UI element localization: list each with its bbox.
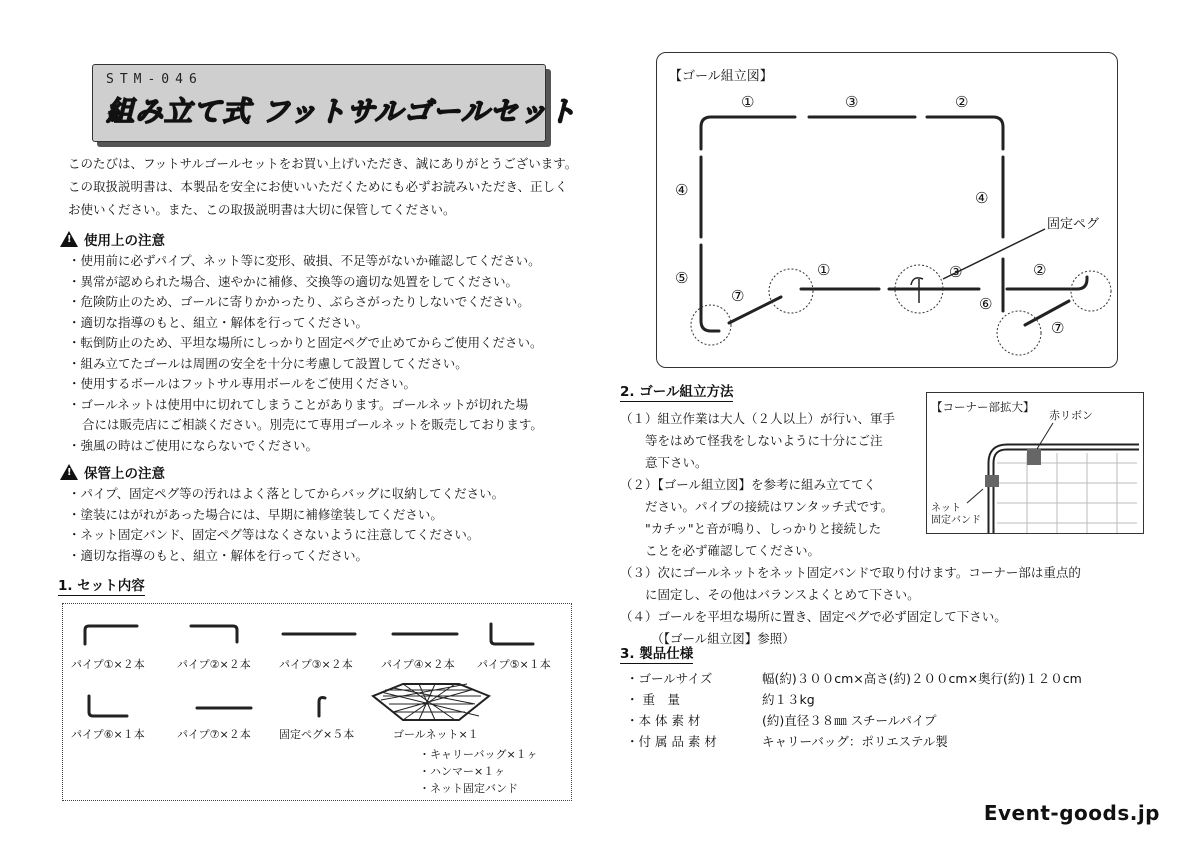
step-line: （１）組立作業は大人（２人以上）が行い、軍手 <box>620 411 896 426</box>
warning-icon <box>60 231 78 247</box>
usage-item: ・ 組み立てたゴールは周囲の安全を十分に考慮して設置してください。 <box>68 354 590 375</box>
diagram-label: ③ <box>949 263 963 281</box>
diagram-svg <box>657 53 1117 367</box>
part-label: パイプ③×２本 <box>279 658 353 671</box>
step-line: に固定し、その他はバランスよくとめて下さい。 <box>620 587 920 602</box>
band-label: ネット 固定バンド <box>931 503 981 526</box>
net-band-mark <box>985 475 999 487</box>
step-line: ださい。パイプの接続はワンタッチ式です。 <box>620 499 894 514</box>
usage-item-cont: 合には販売店にご相談ください。別売にて専用ゴールネットを販売しております。 <box>82 417 543 432</box>
usage-section <box>60 229 590 456</box>
diagram-label: ⑤ <box>675 269 689 287</box>
set-heading-wrap <box>58 574 145 596</box>
diagram-label: ⑦ <box>1051 319 1065 337</box>
diagram-label: ① <box>817 261 831 279</box>
part-label: パイプ⑥×１本 <box>71 728 145 741</box>
intro-line: この取扱説明書は、本製品を安全にお使いいただくためにも必ずお読みいただき、正しく <box>68 179 568 194</box>
diagram-pipe2 <box>927 117 1003 149</box>
extra-item: ・キャリーバッグ×１ヶ <box>419 748 538 761</box>
part-label: パイプ⑤×１本 <box>477 658 551 671</box>
spec-value: (約)直径３８㎜ スチールパイプ <box>762 713 937 728</box>
diagram-label: ② <box>955 93 969 111</box>
spec-value: キャリーバッグ：ポリエステル製 <box>762 734 948 749</box>
usage-item: ・ ゴールネットは使用中に切れてしまうことがあります。ゴールネットが切れた場 <box>68 395 590 416</box>
model-number: STM-046 <box>106 72 203 87</box>
assembly-diagram <box>656 52 1118 368</box>
diagram-pipe5 <box>701 245 719 331</box>
extras-list <box>419 746 538 797</box>
storage-item: ・ 塗装にはがれがあった場合には、早期に補修塗装してください。 <box>68 505 590 526</box>
step-line: 等をはめて怪我をしないように十分にご注 <box>620 433 883 448</box>
peg-shape <box>319 698 325 717</box>
step-line: "カチッ"と音が鳴り、しっかりと接続した <box>620 521 882 536</box>
part-label: パイプ②×２本 <box>177 658 251 671</box>
step-line: （２）【ゴール組立図】を参考に組み立ててく <box>620 477 877 492</box>
usage-item: ・ 転倒防止のため、平坦な場所にしっかりと固定ペグで止めてからご使用ください。 <box>68 333 590 354</box>
storage-item: ・ パイプ、固定ペグ等の汚れはよく落としてからバッグに収納してください。 <box>68 484 590 505</box>
spec-table <box>626 668 1082 752</box>
usage-item: ・ 適切な指導のもと、組立・解体を行ってください。 <box>68 313 590 334</box>
usage-item: ・ 使用前に必ずパイプ、ネット等に変形、破損、不足等がないか確認してください。 <box>68 251 590 272</box>
storage-section <box>60 462 590 566</box>
spec-heading: 3. 製品仕様 <box>620 642 693 664</box>
step-line: ことを必ず確認してください。 <box>620 543 821 558</box>
usage-item: ・ 使用するボールはフットサル専用ボールをご使用ください。 <box>68 374 590 395</box>
brand-logo: Event-goods.jp <box>983 801 1160 825</box>
extra-item: ・ネット固定バンド <box>419 782 518 795</box>
spec-value: 幅(約)３００cm×高さ(約)２００cm×奥行(約)１２０cm <box>762 671 1082 686</box>
corner-title: 【コーナー部拡大】 <box>931 400 1035 414</box>
intro-line: お使いください。また、この取扱説明書は大切に保管してください。 <box>68 202 456 217</box>
spec-value: 約１３kg <box>762 692 815 707</box>
part-label: パイプ⑦×２本 <box>177 728 251 741</box>
usage-item: ・ 強風の時はご使用にならないでください。 <box>68 436 590 457</box>
intro-line: このたびは、フットサルゴールセットをお買い上げいただき、誠にありがとうございます。 <box>68 156 578 171</box>
ribbon-label: 赤リボン <box>1049 409 1093 422</box>
pipe2-shape <box>191 626 237 642</box>
step-line: 意下さい。 <box>620 455 708 470</box>
diagram-label: ④ <box>675 181 689 199</box>
spec-row <box>626 689 1082 710</box>
page-title: 組み立て式 フットサルゴールセット <box>106 95 577 128</box>
part-label: 固定ペグ×５本 <box>279 728 355 741</box>
pipe6-shape <box>89 696 127 716</box>
diagram-label: ③ <box>845 93 859 111</box>
diagram-label: ① <box>741 93 755 111</box>
usage-item: ・ 異常が認められた場合、速やかに補修、交換等の適切な処置をしてください。 <box>68 272 590 293</box>
diagram-label: ④ <box>975 189 989 207</box>
diagram-pipe1 <box>701 117 795 149</box>
spec-row <box>626 731 1082 752</box>
diagram-pipe2-bottom <box>1007 277 1087 289</box>
spec-key: ・付 属 品 素 材 <box>626 734 717 749</box>
spec-row <box>626 710 1082 731</box>
step-line: （【ゴール組立図】参照） <box>620 631 795 646</box>
part-label: パイプ①×２本 <box>71 658 145 671</box>
storage-heading: 保管上の注意 <box>84 466 165 482</box>
storage-item: ・ ネット固定バンド、固定ペグ等はなくさないように注意してください。 <box>68 525 590 546</box>
pipe5-shape <box>491 624 533 644</box>
diagram-label: ⑥ <box>979 295 993 313</box>
assembly-heading: 2. ゴール組立方法 <box>620 380 733 402</box>
pipe1-shape <box>85 626 137 644</box>
storage-item: ・ 適切な指導のもと、組立・解体を行ってください。 <box>68 546 590 567</box>
diagram-label: ② <box>1033 261 1047 279</box>
usage-item: ・ 危険防止のため、ゴールに寄りかかったり、ぶらさがったりしないでください。 <box>68 292 590 313</box>
extra-item: ・ハンマー×１ヶ <box>419 765 506 778</box>
warning-icon <box>60 464 78 480</box>
set-contents-box <box>62 603 572 801</box>
assembly-heading-wrap <box>620 380 733 402</box>
spec-key: ・本 体 素 材 <box>626 713 701 728</box>
intro-text <box>68 152 588 221</box>
part-label: パイプ④×２本 <box>381 658 455 671</box>
peg-label: 固定ペグ <box>1047 217 1100 232</box>
goal-net-shape <box>373 684 489 720</box>
diagram-label: ⑦ <box>731 287 745 305</box>
usage-heading: 使用上の注意 <box>84 233 165 249</box>
part-label: ゴールネット×１ <box>393 728 479 741</box>
step-line: （３）次にゴールネットをネット固定バンドで取り付けます。コーナー部は重点的 <box>620 565 1081 580</box>
spec-key: ・ゴールサイズ <box>626 671 713 686</box>
diagram-title: 【ゴール組立図】 <box>669 69 773 84</box>
step-line: （４）ゴールを平坦な場所に置き、固定ペグで必ず固定して下さい。 <box>620 609 1007 624</box>
spec-key: ・ 重 量 <box>626 692 680 707</box>
spec-heading-wrap <box>620 642 693 664</box>
corner-closeup <box>926 392 1144 534</box>
set-heading: 1. セット内容 <box>58 574 145 596</box>
spec-row <box>626 668 1082 689</box>
red-ribbon-mark <box>1027 449 1041 465</box>
